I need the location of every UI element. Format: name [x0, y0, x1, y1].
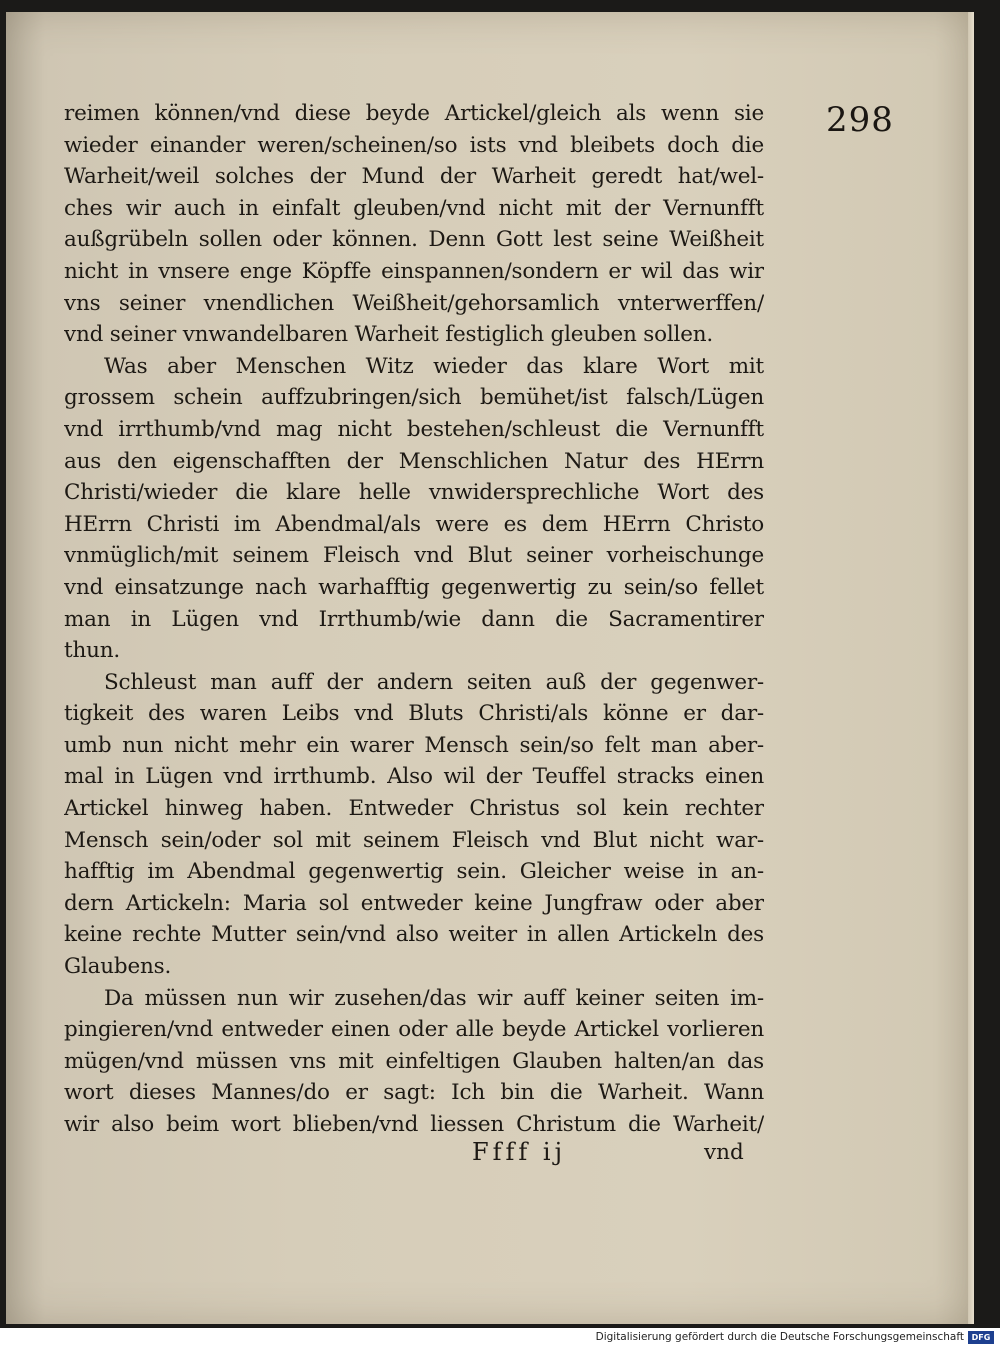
- signature-mark: Ffff ij: [472, 1138, 567, 1166]
- text-line: umb nun nicht mehr ein warer Mensch sein/so felt man aber-: [64, 732, 764, 758]
- catchword: vnd: [704, 1140, 744, 1165]
- body-text: [64, 98, 764, 1141]
- text-line: wieder einander weren/scheinen/so ists vnd bleibets doch die: [64, 132, 764, 158]
- text-line: ches wir auch in einfalt gleuben/vnd nicht mit der Vernunfft: [64, 195, 764, 221]
- text-line: mügen/vnd müssen vns mit einfeltigen Glauben halten/an das: [64, 1048, 764, 1074]
- text-line: vnmüglich/mit seinem Fleisch vnd Blut seiner vorheischunge: [64, 543, 764, 569]
- text-line: wort dieses Mannes/do er sagt: Ich bin die Warheit. Wann: [64, 1080, 764, 1106]
- text-line: Glaubens.: [64, 954, 172, 980]
- text-line: tigkeit des waren Leibs vnd Bluts Christi/als könne er dar-: [64, 701, 764, 727]
- text-line: vnd irrthumb/vnd mag nicht bestehen/schleust die Vernunfft: [64, 416, 764, 442]
- text-line: mal in Lügen vnd irrthumb. Also wil der Teuffel stracks einen: [64, 764, 764, 790]
- page-number: 298: [826, 100, 894, 140]
- text-line: pingieren/vnd entweder einen oder alle beyde Artickel vorlieren: [64, 1017, 764, 1043]
- text-line: Schleust man auff der andern seiten auß der gegenwer-: [104, 669, 764, 695]
- text-line: vns seiner vnendlichen Weißheit/gehorsamlich vnterwerffen/: [64, 290, 764, 316]
- text-line: grossem schein auffzubringen/sich bemühet/ist falsch/Lügen: [64, 385, 764, 411]
- text-line: Christi/wieder die klare helle vnwidersprechliche Wort des: [64, 480, 764, 506]
- footer-credit: Digitalisierung gefördert durch die Deutsche Forschungsgemeinschaft: [595, 1331, 964, 1343]
- text-line: vnd einsatzunge nach warhafftig gegenwertig zu sein/so fellet: [64, 574, 764, 600]
- text-line: außgrübeln sollen oder können. Denn Gott lest seine Weißheit: [64, 227, 764, 253]
- text-line: Was aber Menschen Witz wieder das klare Wort mit: [104, 353, 764, 379]
- text-line: thun.: [64, 638, 121, 664]
- dfg-logo: DFG: [968, 1331, 994, 1344]
- text-line: HErrn Christi im Abendmal/als were es dem HErrn Christo: [64, 511, 764, 537]
- text-line: Da müssen nun wir zusehen/das wir auff keiner seiten im-: [104, 985, 764, 1011]
- text-line: reimen können/vnd diese beyde Artickel/gleich als wenn sie: [64, 101, 764, 126]
- text-line: keine rechte Mutter sein/vnd also weiter in allen Artickeln des: [64, 922, 764, 948]
- text-line: vnd seiner vnwandelbaren Warheit festiglich gleuben sollen.: [64, 322, 714, 348]
- text-line: nicht in vnsere enge Köpffe einspannen/sondern er wil das wir: [64, 258, 764, 284]
- footer-bar: [0, 1328, 1000, 1348]
- text-line: wir also beim wort blieben/vnd liessen Christum die Warheit/: [64, 1112, 764, 1137]
- text-line: Artickel hinweg haben. Entweder Christus sol kein rechter: [64, 796, 764, 822]
- text-line: hafftig im Abendmal gegenwertig sein. Gleicher weise in an-: [64, 859, 764, 885]
- text-line: Mensch sein/oder sol mit seinem Fleisch vnd Blut nicht war-: [64, 827, 764, 853]
- text-line: dern Artickeln: Maria sol entweder keine Jungfraw oder aber: [64, 890, 764, 916]
- text-line: aus den eigenschafften der Menschlichen Natur des HErrn: [64, 448, 764, 474]
- text-line: Warheit/weil solches der Mund der Warheit geredt hat/wel-: [64, 164, 764, 190]
- page-edge: [968, 12, 974, 1324]
- text-line: man in Lügen vnd Irrthumb/wie dann die Sacramentirer: [64, 606, 764, 632]
